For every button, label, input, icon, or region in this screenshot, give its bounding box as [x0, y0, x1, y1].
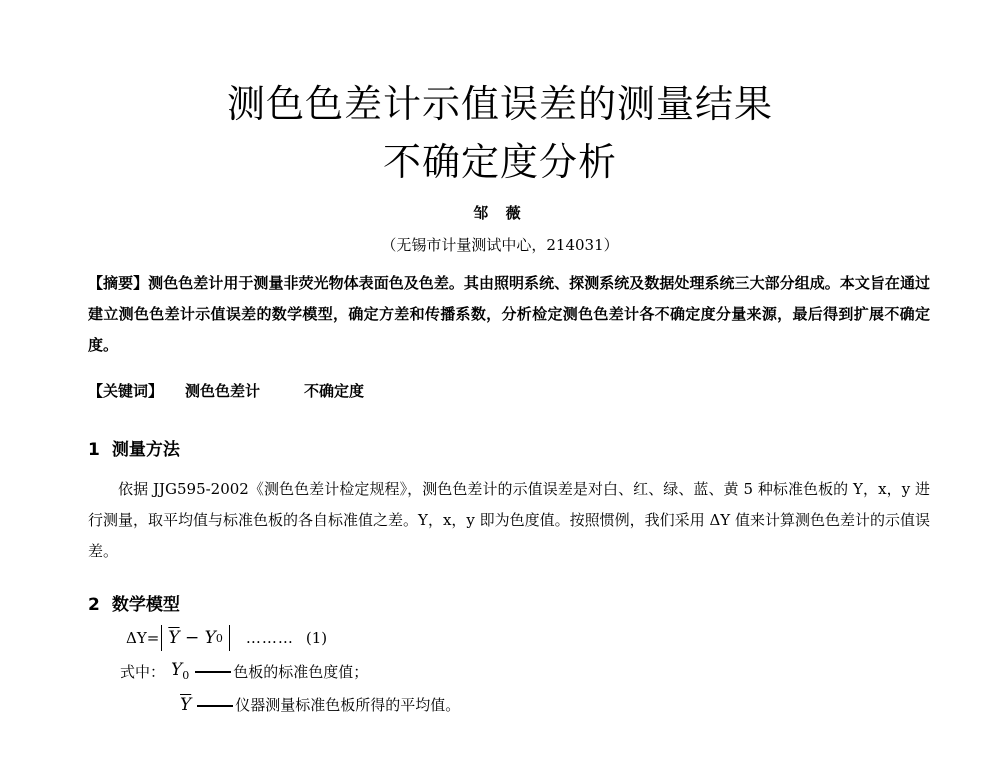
- section-1-paragraph: 依据 JJG595-2002《测色色差计检定规程》，测色色差计的示值误差是对白、红、绿、蓝、黄 5 种标准色板的 Y，x，y 进行测量，取平均值与标准色板的各自标准值之差。Y，x，y 即为色度值。按照惯例，我们采用 ΔY 值来计算测色色差计的示值误差。: [88, 480, 930, 560]
- abstract-label: 【摘要】: [88, 274, 149, 292]
- where-clause-1: [120, 660, 368, 682]
- where-clause-2: [174, 694, 460, 715]
- y0-subscript: 0: [215, 631, 223, 645]
- section-number: 1: [88, 440, 100, 460]
- em-dash-line: [197, 705, 233, 707]
- em-dash-line: [195, 671, 231, 673]
- equation-dots: ………: [245, 629, 294, 647]
- equation-number: (1): [305, 629, 328, 647]
- author-affiliation: （无锡市计量测试中心，214031）: [381, 236, 619, 254]
- equation-lhs: ΔY=: [126, 629, 160, 647]
- section-heading-1: [88, 435, 180, 460]
- paper-title-line-1: 测色色差计示值误差的测量结果: [226, 82, 773, 126]
- where-prefix: 式中：: [120, 662, 166, 681]
- keyword-item: 测色色差计: [185, 382, 261, 400]
- y0-subscript: 0: [182, 669, 190, 682]
- keyword-item: 不确定度: [304, 382, 365, 400]
- absolute-value: [161, 625, 230, 651]
- where-item-1-desc: 色板的标准色度值；: [233, 662, 369, 681]
- y0-letter: Y: [171, 660, 183, 680]
- section-title: 数学模型: [111, 595, 180, 615]
- keywords: [88, 379, 930, 403]
- abstract: [88, 268, 930, 361]
- paper-title-line-2: 不确定度分析: [382, 140, 617, 184]
- minus-sign: −: [179, 628, 205, 648]
- author-name: 邹 薇: [473, 204, 527, 222]
- where-item-2-desc: 仪器测量标准色板所得的平均值。: [235, 696, 461, 714]
- equation-1: [126, 624, 327, 652]
- section-title: 测量方法: [111, 440, 180, 460]
- abstract-text: 测色色差计用于测量非荧光物体表面色及色差。其由照明系统、探测系统及数据处理系统三大部分组成。本文旨在通过建立测色色差计示值误差的数学模型，确定方差和传播系数，分析检定测色色差计各不确定度分量来源，最后得到扩展不确定度。: [88, 274, 930, 354]
- y0-symbol: Y: [204, 628, 216, 648]
- y-bar-symbol: $\overline{Y}$: [168, 628, 180, 648]
- section-number: 2: [88, 595, 100, 615]
- y-bar-symbol: $\overline{Y}$: [180, 694, 192, 715]
- section-heading-2: [88, 590, 180, 615]
- y0-symbol: [171, 660, 189, 682]
- keywords-label: 【关键词】: [88, 382, 164, 400]
